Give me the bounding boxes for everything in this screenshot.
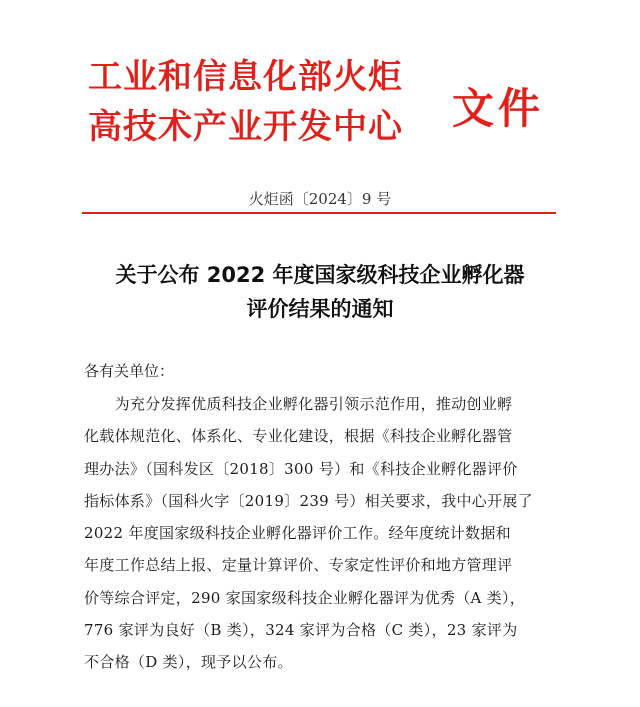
body-line: 指标体系》（国科火字〔2019〕239 号）相关要求，我中心开展了 <box>84 491 533 510</box>
salutation: 各有关单位： <box>84 362 175 380</box>
body-line: 年度工作总结上报、定量计算评价、专家定性评价和地方管理评 <box>84 556 513 575</box>
issuing-organization <box>88 52 403 152</box>
body-line: 不合格（D 类），现予以公布。 <box>84 653 293 672</box>
notice-title <box>60 258 580 326</box>
body-paragraph <box>84 388 564 679</box>
body-line: 化载体规范化、体系化、专业化建设，根据《科技企业孵化器管 <box>84 427 513 446</box>
organization-name-line-1: 工业和信息化部火炬 <box>88 57 403 97</box>
body-line: 理办法》（国科发区〔2018〕300 号）和《科技企业孵化器评价 <box>84 459 518 478</box>
document-number: 火炬函〔2024〕9 号 <box>248 190 392 208</box>
body-line: 776 家评为良好（B 类），324 家评为合格（C 类），23 家评为 <box>84 621 518 640</box>
document-type-label: 文件 <box>452 84 545 133</box>
body-line: 价等综合评定，290 家国家级科技企业孵化器评为优秀（A 类）， <box>84 588 526 607</box>
body-line: 为充分发挥优质科技企业孵化器引领示范作用，推动创业孵 <box>84 395 513 413</box>
organization-name-line-2: 高技术产业开发中心 <box>88 107 403 147</box>
header-divider <box>82 212 556 214</box>
title-line-2: 评价结果的通知 <box>246 297 394 321</box>
body-line: 2022 年度国家级科技企业孵化器评价工作。经年度统计数据和 <box>84 524 511 543</box>
title-line-1: 关于公布 2022 年度国家级科技企业孵化器 <box>115 263 525 287</box>
